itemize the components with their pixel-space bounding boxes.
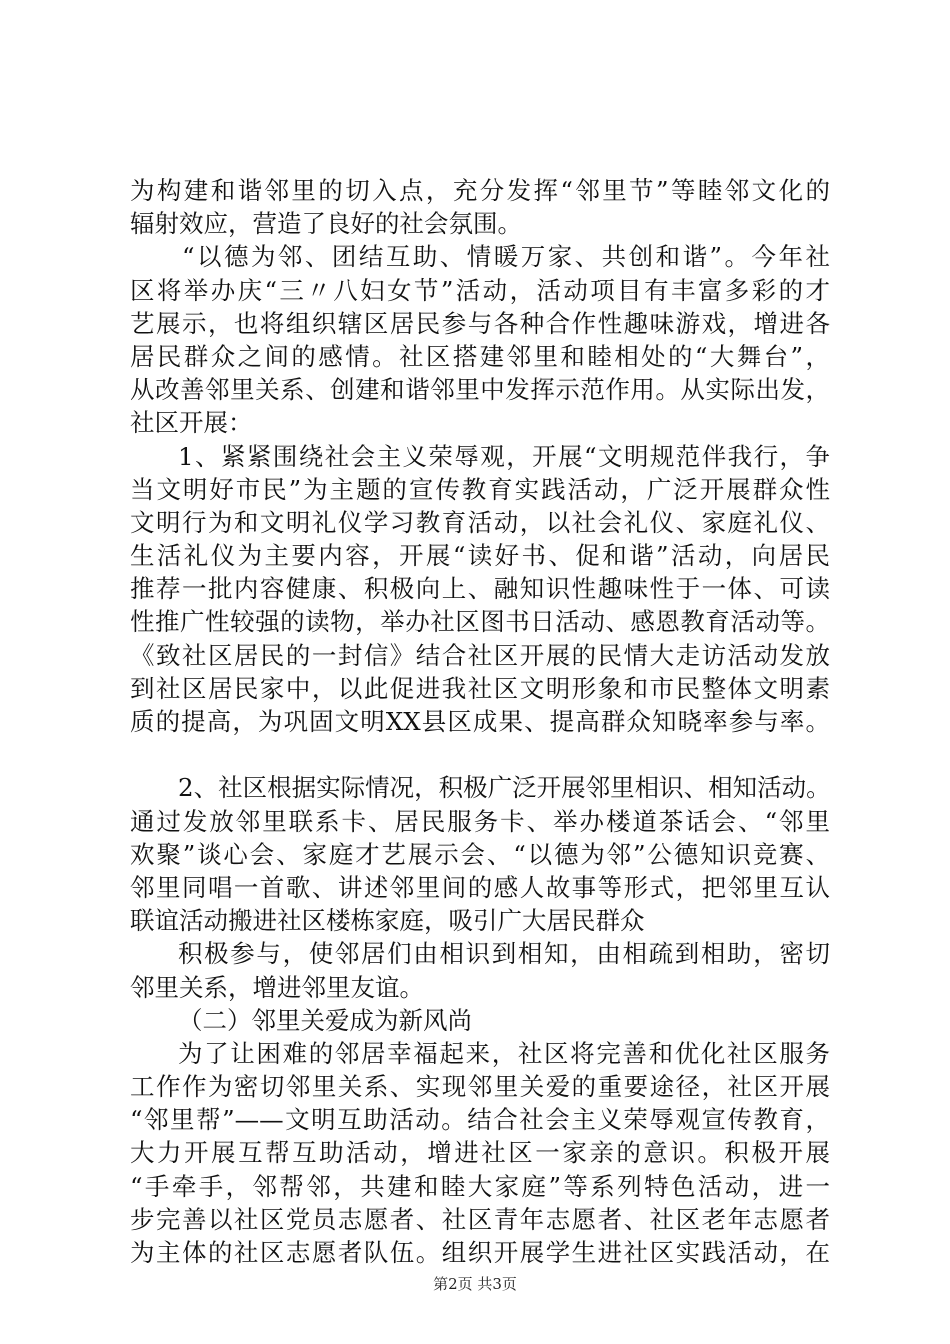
text-line: “邻里帮”——文明互助活动。结合社会主义荣辱观宣传教育， [130, 1105, 830, 1135]
text-line: 区将举办庆“三〃八妇女节”活动，活动项目有丰富多彩的才 [130, 275, 830, 305]
text-line: 质的提高，为巩固文明XX县区成果、提高群众知晓率参与率。 [130, 707, 830, 736]
document-body [130, 174, 830, 1269]
text-line: 推荐一批内容健康、积极向上、融知识性趣味性于一体、可读 [130, 574, 830, 604]
text-line: 2、社区根据实际情况，积极广泛开展邻里相识、相知活动。 [178, 773, 831, 803]
text-line: 从改善邻里关系、创建和谐邻里中发挥示范作用。从实际出发， [130, 375, 830, 405]
text-line: 邻里同唱一首歌、讲述邻里间的感人故事等形式，把邻里互认 [130, 872, 830, 902]
text-line: 为了让困难的邻居幸福起来，社区将完善和优化社区服务 [178, 1038, 830, 1068]
text-line: 1、紧紧围绕社会主义荣辱观，开展“文明规范伴我行，争 [178, 441, 830, 471]
page-footer [0, 1274, 950, 1294]
text-line: 居民群众之间的感情。社区搭建邻里和睦相处的“大舞台”， [130, 341, 830, 371]
text-line: 步完善以社区党员志愿者、社区青年志愿者、社区老年志愿者 [130, 1204, 830, 1234]
text-line: （二）邻里关爱成为新风尚 [178, 1005, 472, 1035]
text-line: 欢聚”谈心会、家庭才艺展示会、“以德为邻”公德知识竞赛、 [130, 839, 830, 869]
text-line: 为构建和谐邻里的切入点，充分发挥“邻里节”等睦邻文化的 [130, 176, 830, 205]
text-line: 为主体的社区志愿者队伍。组织开展学生进社区实践活动，在 [130, 1238, 830, 1267]
text-line: 辐射效应，营造了良好的社会氛围。 [130, 209, 522, 239]
text-line: 积极参与，使邻居们由相识到相知，由相疏到相助，密切 [178, 939, 830, 969]
blank-line [130, 738, 830, 771]
text-line: 社区开展： [130, 408, 253, 438]
text-line: 到社区居民家中，以此促进我社区文明形象和市民整体文明素 [130, 673, 830, 703]
text-line: 生活礼仪为主要内容，开展“读好书、促和谐”活动，向居民 [130, 541, 830, 571]
text-line: 文明行为和文明礼仪学习教育活动，以社会礼仪、家庭礼仪、 [130, 507, 830, 537]
text-line: 《致社区居民的一封信》结合社区开展的民情大走访活动发放 [130, 640, 830, 670]
text-line: 艺展示，也将组织辖区居民参与各种合作性趣味游戏，增进各 [130, 308, 830, 338]
text-line: “手牵手，邻帮邻，共建和睦大家庭”等系列特色活动，进一 [130, 1171, 830, 1201]
text-line: “以德为邻、团结互助、情暖万家、共创和谐”。今年社 [182, 242, 830, 272]
text-line: 通过发放邻里联系卡、居民服务卡、举办楼道茶话会、“邻里 [130, 806, 830, 836]
text-line: 大力开展互帮互助活动，增进社区一家亲的意识。积极开展 [130, 1138, 830, 1168]
text-line: 联谊活动搬进社区楼栋家庭，吸引广大居民群众 [130, 906, 645, 936]
text-line: 邻里关系，增进邻里友谊。 [130, 972, 424, 1002]
text-line: 当文明好市民”为主题的宣传教育实践活动，广泛开展群众性 [130, 474, 830, 504]
text-line: 工作作为密切邻里关系、实现邻里关爱的重要途径，社区开展 [130, 1072, 830, 1102]
text-line: 性推广性较强的读物，举办社区图书日活动、感恩教育活动等。 [130, 607, 830, 637]
page-number: 第2页 共3页 [433, 1275, 517, 1293]
